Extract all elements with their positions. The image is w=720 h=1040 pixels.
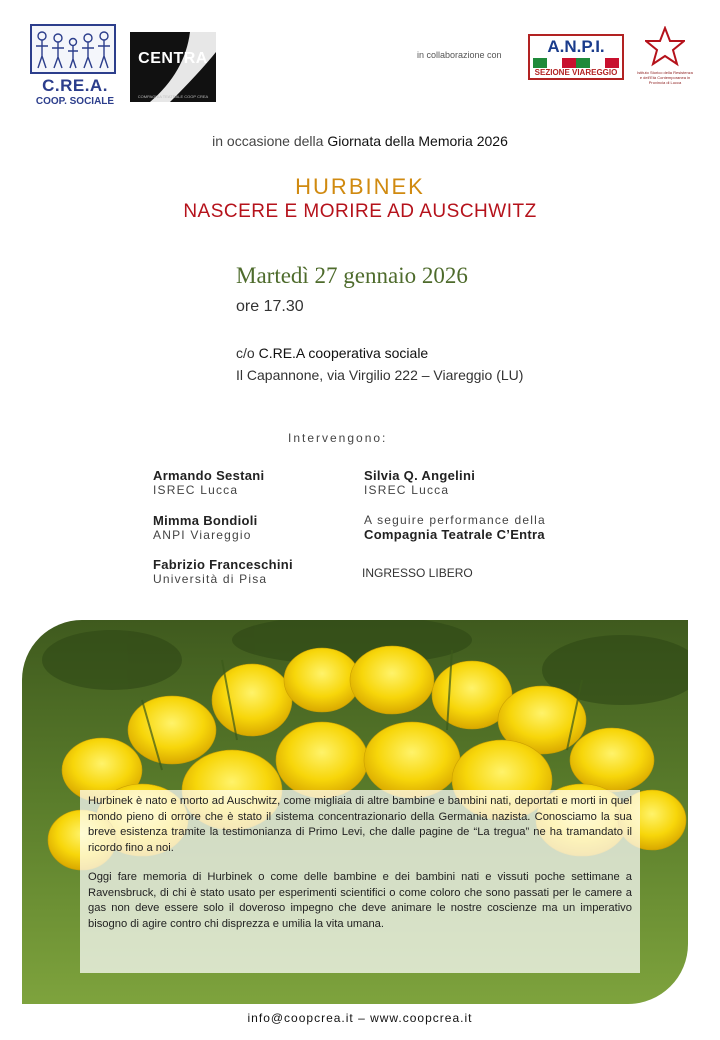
crea-logo-figures [30,24,116,74]
isrec-name: Istituto Storico della Resistenza e dell'Età Contemporanea in Provincia di Lucca [637,70,693,85]
speakers-heading: Intervengono: [288,431,388,445]
isrec-logo [636,26,694,98]
anpi-name: A.N.P.I. [547,37,605,56]
centra-name: CENTRA [138,50,208,67]
centra-subtitle: COMPAGNIA TEATRALE COOP CREA [137,94,209,99]
centra-logo [130,32,216,102]
event-title: HURBINEK [295,174,425,199]
venue-address: Il Capannone, via Virgilio 222 – Viareggio (LU) [236,367,524,383]
speaker-name: Fabrizio Franceschini [153,557,293,572]
anpi-section: SEZIONE VIAREGGIO [534,68,618,77]
performance-company: Compagnia Teatrale C’Entra [364,527,545,542]
description-paragraph: Hurbinek è nato e morto ad Auschwitz, come migliaia di altre bambine e bambini nati, deportati e morti in quel mondo pieno di orrore che è stato il sistema concentrazionario della Germania nazista. Conosciamo la sua breve esistenza tramite la testimonianza di Primo Levi, che dalle pagine de “La tregua” ne ha tramandato il ricordo fino a noi. [88,795,632,854]
anpi-logo [528,34,624,80]
crea-logo [30,24,120,108]
speaker-entry [153,513,258,542]
speaker-org: ISREC Lucca [364,483,450,497]
event-time: ore 17.30 [236,298,304,315]
event-date: Martedì 27 gennaio 2026 [236,263,468,288]
speaker-entry [364,468,475,497]
italian-flag-icon [533,58,619,68]
speaker-entry [153,557,293,586]
speaker-name: Mimma Bondioli [153,513,258,528]
description-box [80,790,640,973]
occasion-prefix: in occasione della [212,133,324,149]
speaker-org: ANPI Viareggio [153,528,252,542]
venue-prefix: c/o [236,345,255,361]
collaboration-label: in collaborazione con [417,50,502,60]
occasion-line [0,133,720,149]
footer-contact: info@coopcrea.it – www.coopcrea.it [247,1011,473,1025]
crea-name: C.RE.A. [42,76,108,95]
event-subtitle: NASCERE E MORIRE AD AUSCHWITZ [183,201,537,222]
venue-name: C.RE.A cooperativa sociale [258,345,429,361]
speaker-name: Armando Sestani [153,468,265,483]
crea-subtitle: COOP. SOCIALE [35,96,115,107]
speaker-org: Università di Pisa [153,572,268,586]
performance-intro: A seguire performance della [364,513,546,527]
star-icon [645,26,685,68]
description-paragraph: Oggi fare memoria di Hurbinek o come delle bambine e dei bambini nati e vissuti poche settimane a Ravensbruck, di chi è stato usato per esperimenti scientifici o come coloro che sono passati per le camere a gas non deve essere solo il doveroso impegno che deve animare le nostre coscienze ma un imperativo bisogno di agire contro chi disprezza e umilia la vita umana. [88,871,632,930]
speaker-name: Silvia Q. Angelini [364,468,476,483]
speaker-entry [153,468,264,497]
occasion-name: Giornata della Memoria 2026 [327,133,508,149]
venue-line [236,345,428,361]
entry-free: INGRESSO LIBERO [362,566,473,580]
performance-entry [364,513,546,542]
speaker-org: ISREC Lucca [153,483,239,497]
